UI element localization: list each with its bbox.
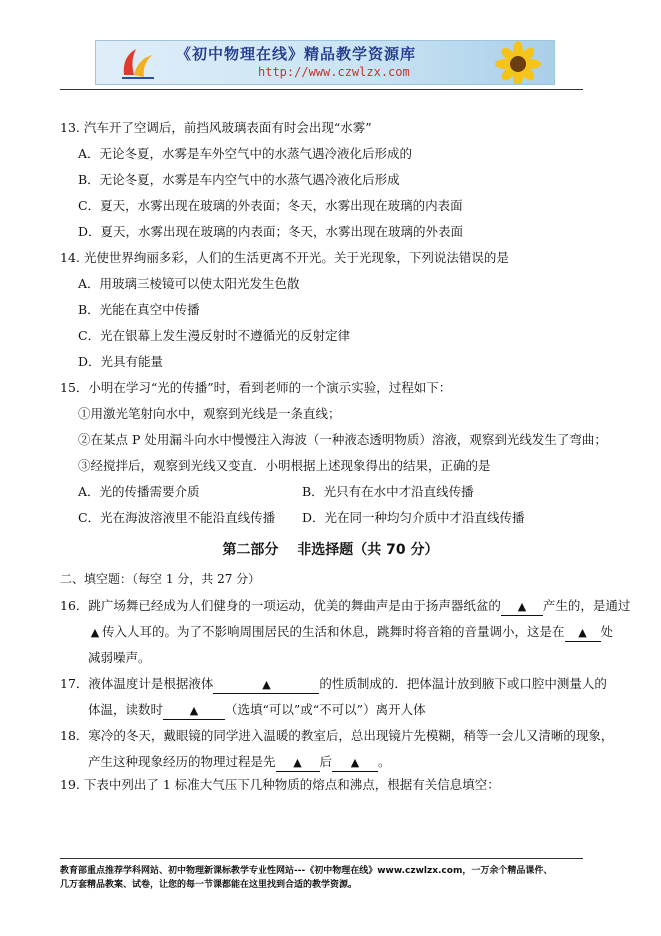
q17-line-2 bbox=[88, 702, 426, 720]
blank-marker: ▲ bbox=[517, 600, 527, 613]
q18-line-1: 18．寒冷的冬天，戴眼镜的同学进入温暖的教室后，总出现镜片先模糊，稍等一会儿又清晰的现象， bbox=[60, 728, 614, 743]
blank-marker: ▲ bbox=[90, 626, 100, 639]
q16-text-2a: 传入人耳的。为了不影响周围居民的生活和休息，跳舞时将音箱的音量调小，这是在 bbox=[102, 624, 565, 639]
q14-option-c: C．光在银幕上发生漫反射时不遵循光的反射定律 bbox=[78, 328, 351, 343]
blank-marker: ▲ bbox=[293, 756, 302, 769]
q14-stem: 14. 光使世界绚丽多彩，人们的生活更离不开光。关于光现象，下列说法错误的是 bbox=[60, 250, 509, 265]
sunflower-icon bbox=[486, 41, 550, 85]
banner-url[interactable]: http://www.czwlzx.com bbox=[258, 65, 410, 79]
answer-blank[interactable] bbox=[213, 676, 319, 694]
q17-line-1 bbox=[60, 676, 607, 694]
part-two-title: 第二部分 非选择题（共 70 分） bbox=[222, 542, 439, 558]
q17-text-1b: 的性质制成的．把体温计放到腋下或口腔中测量人的 bbox=[319, 676, 607, 691]
q14-option-d: D．光具有能量 bbox=[78, 354, 164, 369]
q16-line-2 bbox=[88, 624, 613, 642]
answer-blank[interactable] bbox=[565, 624, 601, 642]
q15-option-b: B．光只有在水中才沿直线传播 bbox=[302, 484, 474, 499]
q13-option-b: B．无论冬夏，水雾是车内空气中的水蒸气遇冷液化后形成 bbox=[78, 172, 400, 187]
q14-option-b: B．光能在真空中传播 bbox=[78, 302, 200, 317]
site-logo-icon bbox=[118, 45, 158, 81]
q14-option-a: A．用玻璃三棱镜可以使太阳光发生色散 bbox=[78, 276, 300, 291]
q15-option-a: A．光的传播需要介质 bbox=[78, 484, 200, 499]
blank-marker: ▲ bbox=[350, 756, 360, 769]
q17-text-1a: 17．液体温度计是根据液体 bbox=[60, 676, 214, 691]
header-banner bbox=[95, 40, 555, 85]
answer-blank[interactable] bbox=[332, 754, 378, 772]
q16-line-3: 减弱噪声。 bbox=[88, 650, 151, 665]
q15-step-3: ③经搅拌后，观察到光线又变直．小明根据上述现象得出的结果，正确的是 bbox=[78, 458, 491, 473]
q15-step-1: ①用激光笔射向水中，观察到光线是一条直线； bbox=[78, 406, 341, 421]
banner-title: 《初中物理在线》精品教学资源库 bbox=[176, 45, 417, 63]
q16-text-1a: 16．跳广场舞已经成为人们健身的一项运动，优美的舞曲声是由于扬声器纸盆的 bbox=[60, 598, 501, 613]
q15-stem: 15．小明在学习“光的传播”时，看到老师的一个演示实验，过程如下： bbox=[60, 380, 452, 395]
q13-stem: 13. 汽车开了空调后，前挡风玻璃表面有时会出现“水雾” bbox=[60, 120, 372, 135]
q16-text-1b: 产生的，是通过 bbox=[542, 598, 631, 613]
blank-marker: ▲ bbox=[262, 678, 271, 691]
blank-marker: ▲ bbox=[578, 626, 587, 639]
q15-step-2: ②在某点 P 处用漏斗向水中慢慢注入海波（一种液态透明物质）溶液，观察到光线发生了弯曲； bbox=[78, 432, 607, 447]
page-footer bbox=[60, 864, 600, 892]
q19-line-1: 19. 下表中列出了 1 标准大气压下几种物质的熔点和沸点，根据有关信息填空： bbox=[60, 777, 500, 792]
q13-option-d: D．夏天，水雾出现在玻璃的内表面；冬天，水雾出现在玻璃的外表面 bbox=[78, 224, 464, 239]
q16-text-2b: 处 bbox=[600, 624, 614, 639]
q18-text-2a: 产生这种现象经历的物理过程是先 bbox=[88, 754, 276, 769]
q18-text-2c: 。 bbox=[378, 754, 391, 769]
q18-line-2 bbox=[88, 754, 391, 772]
footer-line-1: 教育部重点推荐学科网站、初中物理新课标教学专业性网站---《初中物理在线》www.czwlzx.com，一万余个精品课件、 bbox=[60, 866, 553, 876]
q13-option-c: C．夏天，水雾出现在玻璃的外表面；冬天，水雾出现在玻璃的内表面 bbox=[78, 198, 463, 213]
answer-blank[interactable] bbox=[276, 754, 320, 772]
q15-option-c: C．光在海波溶液里不能沿直线传播 bbox=[78, 510, 276, 525]
q17-text-2a: 体温，读数时 bbox=[88, 702, 164, 717]
answer-blank[interactable] bbox=[501, 598, 543, 616]
footer-rule bbox=[60, 858, 583, 859]
answer-blank[interactable] bbox=[163, 702, 225, 720]
q15-option-d: D．光在同一种均匀介质中才沿直线传播 bbox=[302, 510, 525, 525]
q16-line-1 bbox=[60, 598, 630, 616]
footer-line-2: 几万套精品教案、试卷，让您的每一节课都能在这里找到合适的教学资源。 bbox=[60, 880, 358, 890]
blank-marker: ▲ bbox=[189, 704, 199, 717]
fill-in-header: 二、填空题：（每空 1 分，共 27 分） bbox=[60, 572, 261, 586]
header-rule bbox=[60, 89, 583, 90]
answer-blank[interactable] bbox=[88, 624, 102, 641]
q18-text-2b: 后 bbox=[319, 754, 333, 769]
q17-text-2b: （选填“可以”或“不可以”）离开人体 bbox=[225, 702, 426, 717]
q13-option-a: A．无论冬夏，水雾是车外空气中的水蒸气遇冷液化后形成的 bbox=[78, 146, 413, 161]
